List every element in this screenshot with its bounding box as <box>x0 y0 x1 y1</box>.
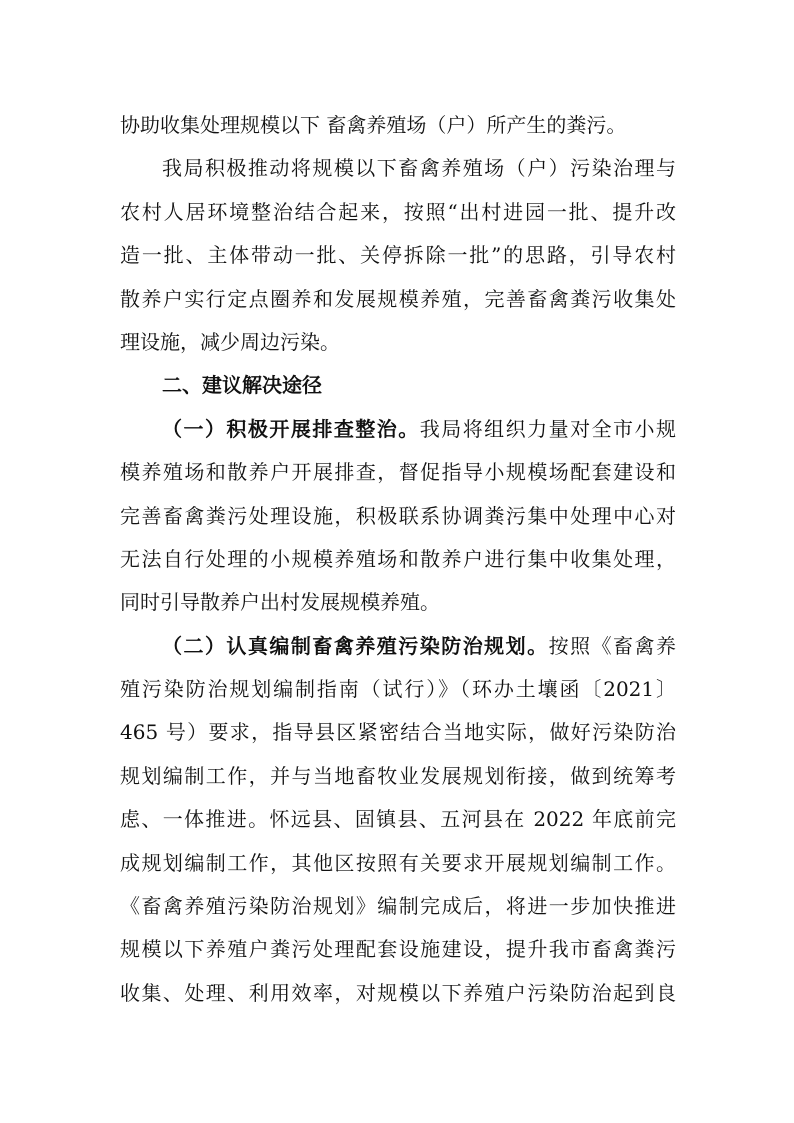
text-line: 无法自行处理的小规模养殖场和散养户进行集中收集处理， <box>120 546 676 571</box>
text-line: 完善畜禽粪污处理设施，积极联系协调粪污集中处理中心对 <box>120 503 676 528</box>
text-line: 收集、处理、利用效率，对规模以下养殖户污染防治起到良 <box>120 980 676 1005</box>
text-line: 造一批、主体带动一批、关停拆除一批”的思路，引导农村 <box>120 243 676 268</box>
text-span: 我局将组织力量对全市小规 <box>419 416 677 441</box>
subsection-title: （一）积极开展排查整治。 <box>162 416 420 441</box>
text-line <box>120 625 676 668</box>
text-line: 殖污染防治规划编制指南（试行）》（环办土壤函〔2021〕 <box>120 677 676 702</box>
text-span: 按照《畜禽养 <box>548 633 677 658</box>
text-line <box>120 408 676 451</box>
subsection-title: （二）认真编制畜禽养殖污染防治规划。 <box>162 633 549 658</box>
text-line: 规划编制工作，并与当地畜牧业发展规划衔接，做到统筹考 <box>120 763 676 788</box>
text-line: 模养殖场和散养户开展排查，督促指导小规模场配套建设和 <box>120 460 676 485</box>
text-line: 散养户实行定点圈养和发展规模养殖，完善畜禽粪污收集处 <box>120 286 676 311</box>
text-line: 虑、一体推进。怀远县、固镇县、五河县在 2022 年底前完 <box>120 807 676 832</box>
text-line: 465 号）要求，指导县区紧密结合当地实际，做好污染防治 <box>120 720 676 745</box>
section-heading: 二、建议解决途径 <box>162 373 322 398</box>
text-line: 规模以下养殖户粪污处理配套设施建设，提升我市畜禽粪污 <box>120 937 676 962</box>
text-line: 协助收集处理规模以下 畜禽养殖场（户）所产生的粪污。 <box>120 113 627 137</box>
text-line: 同时引导散养户出村发展规模养殖。 <box>120 590 440 615</box>
document-body <box>120 104 676 1015</box>
text-line: 农村人居环境整治结合起来，按照“出村进园一批、提升改 <box>120 199 676 224</box>
text-line: 理设施，减少周边污染。 <box>120 329 340 354</box>
text-line: 我局积极推动将规模以下畜禽养殖场（户）污染治理与 <box>162 156 676 181</box>
text-line: 《畜禽养殖污染防治规划》编制完成后，将进一步加快推进 <box>120 894 676 919</box>
text-line: 成规划编制工作，其他区按照有关要求开展规划编制工作。 <box>120 850 676 875</box>
